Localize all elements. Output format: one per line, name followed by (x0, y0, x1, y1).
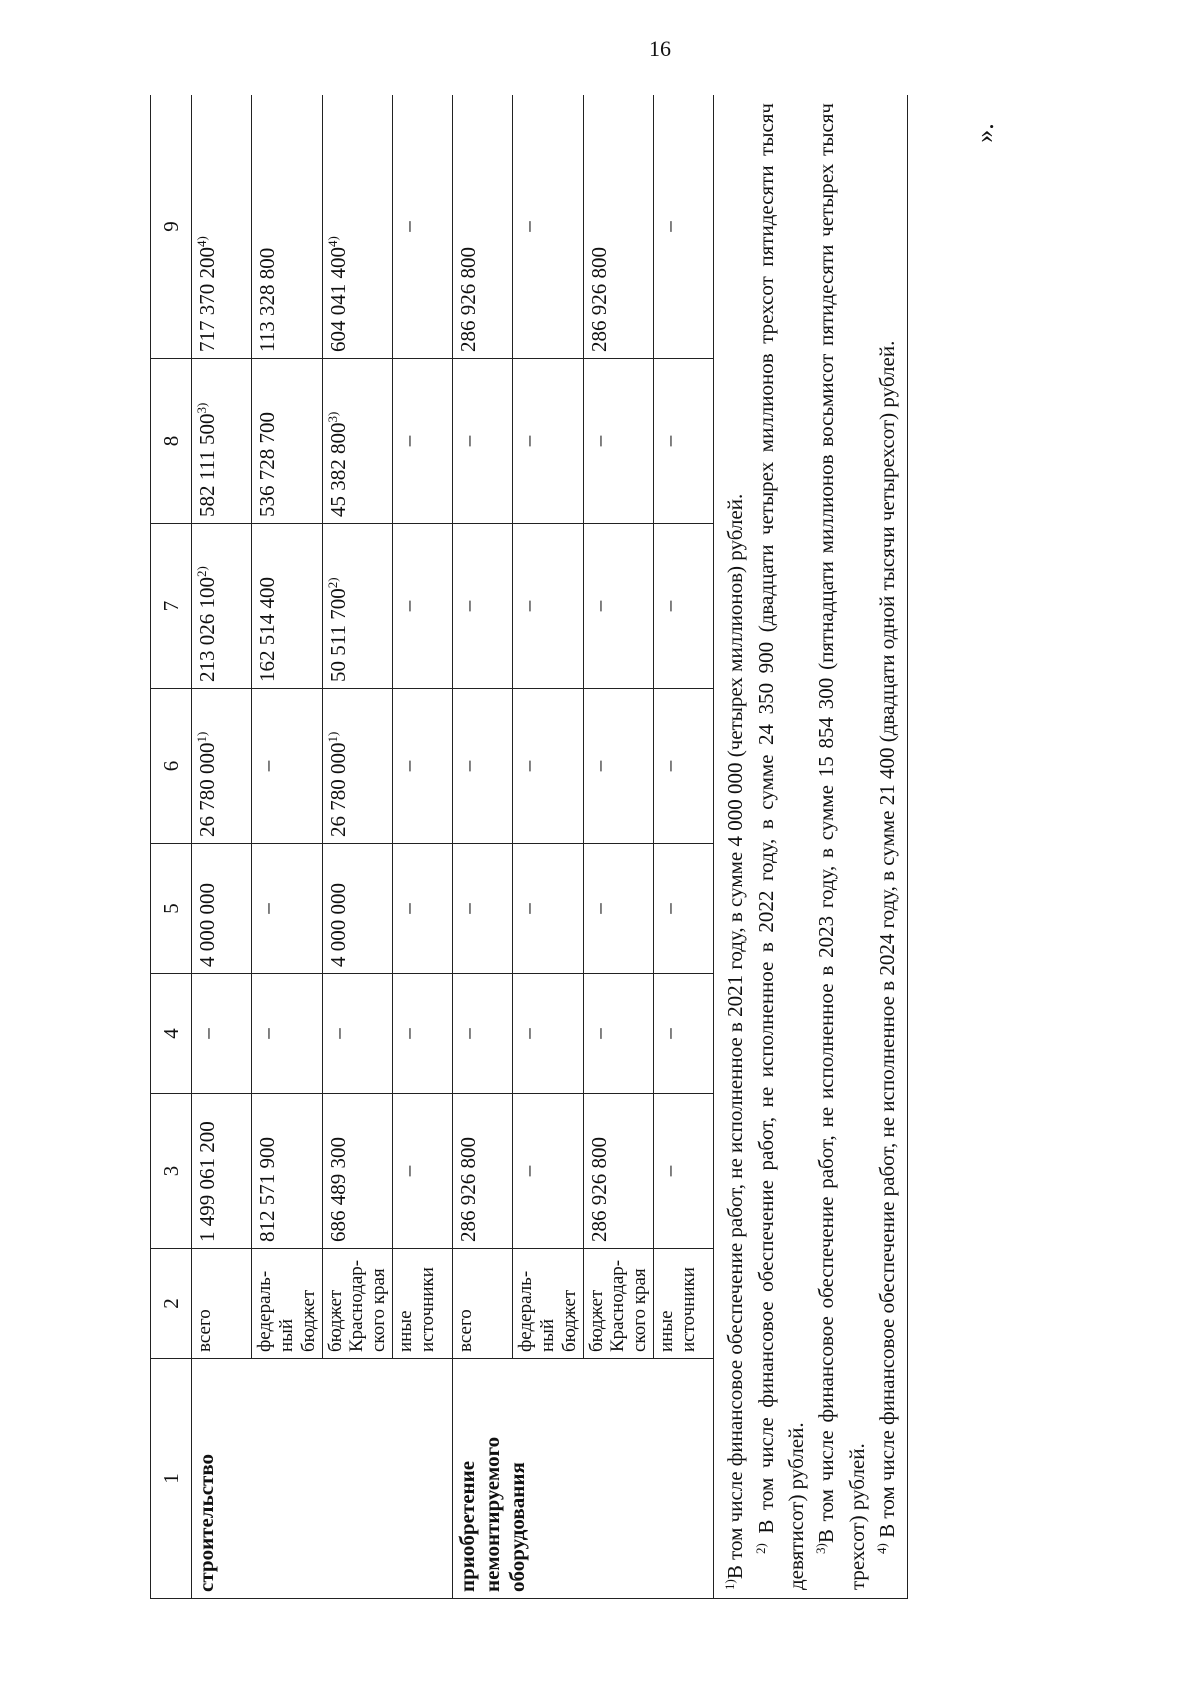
amount-cell: – (393, 95, 453, 359)
footnote: $^{2)}$ В том числе финансовое обеспечение работ, не исполненное в 2022 году, в сумме 24 350 900 (двадцати четырех миллионов трехсот пятидесяти тысяч девятисот) рублей. (752, 103, 808, 1590)
amount-cell: – (513, 524, 584, 689)
amount-cell: 717 370 200$^{4)}$ (192, 95, 252, 359)
col-header: 3 (151, 1094, 192, 1249)
amount-cell: – (393, 974, 453, 1094)
amount-cell: – (654, 844, 714, 974)
col-header: 8 (151, 359, 192, 524)
amount-cell: 286 926 800 (453, 1094, 513, 1249)
table-row (192, 95, 252, 1599)
amount-cell: – (513, 974, 584, 1094)
footnote: $^{4)}$ В том числе финансовое обеспечение работ, не исполненное в 2024 году, в сумме 21 400 (двадцати одной тысячи четырехсот) рублей. (874, 340, 900, 1554)
col-header: 4 (151, 974, 192, 1094)
amount-cell: – (453, 844, 513, 974)
funding-source: иные источники (393, 1249, 453, 1359)
col-header: 1 (151, 1359, 192, 1599)
amount-cell: – (192, 974, 252, 1094)
amount-cell: – (513, 359, 584, 524)
amount-cell: 686 489 300 (322, 1094, 393, 1249)
amount-cell: 604 041 400$^{4)}$ (322, 95, 393, 359)
amount-cell: 286 926 800 (583, 1094, 654, 1249)
footnote: $^{1)}$В том числе финансовое обеспечение работ, не исполненное в 2021 году, в сумме 4 000 000 (четырех миллионов) рублей. (722, 493, 748, 1590)
col-header: 7 (151, 524, 192, 689)
amount-cell: – (453, 974, 513, 1094)
amount-cell: – (393, 689, 453, 844)
amount-cell: – (453, 524, 513, 689)
table-body (192, 95, 714, 1599)
header-row (151, 95, 192, 1599)
amount-cell: 50 511 700$^{2)}$ (322, 524, 393, 689)
footnote: $^{3)}$В том числе финансовое обеспечение работ, не исполненное в 2023 году, в сумме 15 854 300 (пятнадцати миллионов восьмисот пятидесяти четырех тысяч трехсот) рублей. (813, 103, 869, 1590)
amount-cell: – (393, 844, 453, 974)
amount-cell: 4 000 000 (192, 844, 252, 974)
amount-cell: – (453, 689, 513, 844)
col-header: 6 (151, 689, 192, 844)
amount-cell: – (583, 524, 654, 689)
amount-cell: 1 499 061 200 (192, 1094, 252, 1249)
amount-cell: – (513, 844, 584, 974)
amount-cell: – (252, 974, 323, 1094)
rotated-table-frame (150, 95, 930, 1599)
col-header: 9 (151, 95, 192, 359)
amount-cell: – (513, 95, 584, 359)
amount-cell: – (654, 359, 714, 524)
amount-cell: – (322, 974, 393, 1094)
financing-table (150, 95, 908, 1599)
rotated-table-content (150, 95, 930, 1599)
amount-cell: 45 382 800$^{3)}$ (322, 359, 393, 524)
funding-source: иные источники (654, 1249, 714, 1359)
amount-cell: 286 926 800 (583, 95, 654, 359)
amount-cell: – (393, 1094, 453, 1249)
amount-cell: – (654, 95, 714, 359)
footnotes-row (714, 95, 908, 1599)
amount-cell: 582 111 500$^{3)}$ (192, 359, 252, 524)
amount-cell: – (513, 689, 584, 844)
amount-cell: – (453, 359, 513, 524)
amount-cell: 286 926 800 (453, 95, 513, 359)
funding-source: всего (453, 1249, 513, 1359)
amount-cell: – (654, 974, 714, 1094)
amount-cell: 536 728 700 (252, 359, 323, 524)
amount-cell: 812 571 900 (252, 1094, 323, 1249)
amount-cell: – (583, 689, 654, 844)
funding-source: бюджет Краснодар-ского края (322, 1249, 393, 1359)
amount-cell: 26 780 000$^{1)}$ (322, 689, 393, 844)
col-header: 5 (151, 844, 192, 974)
funding-source: федераль-ный бюджет (513, 1249, 584, 1359)
amount-cell: – (654, 689, 714, 844)
footnotes (714, 95, 908, 1599)
page-number: 16 (649, 36, 671, 61)
amount-cell: – (583, 359, 654, 524)
amount-cell: – (583, 844, 654, 974)
closing-quote-mark: ». (969, 123, 999, 143)
funding-source: бюджет Краснодар-ского края (583, 1249, 654, 1359)
amount-cell: 113 328 800 (252, 95, 323, 359)
amount-cell: – (654, 1094, 714, 1249)
amount-cell: 26 780 000$^{1)}$ (192, 689, 252, 844)
funding-source: федераль-ный бюджет (252, 1249, 323, 1359)
amount-cell: – (654, 524, 714, 689)
amount-cell: 162 514 400 (252, 524, 323, 689)
col-header: 2 (151, 1249, 192, 1359)
amount-cell: 213 026 100$^{2)}$ (192, 524, 252, 689)
item-name: строительство (192, 1359, 453, 1599)
amount-cell: – (393, 359, 453, 524)
amount-cell: – (513, 1094, 584, 1249)
table-row (453, 95, 513, 1599)
amount-cell: – (583, 974, 654, 1094)
amount-cell: – (252, 844, 323, 974)
amount-cell: 4 000 000 (322, 844, 393, 974)
amount-cell: – (393, 524, 453, 689)
amount-cell: – (252, 689, 323, 844)
funding-source: всего (192, 1249, 252, 1359)
item-name: приобретение немонтируемого оборудования (453, 1359, 714, 1599)
